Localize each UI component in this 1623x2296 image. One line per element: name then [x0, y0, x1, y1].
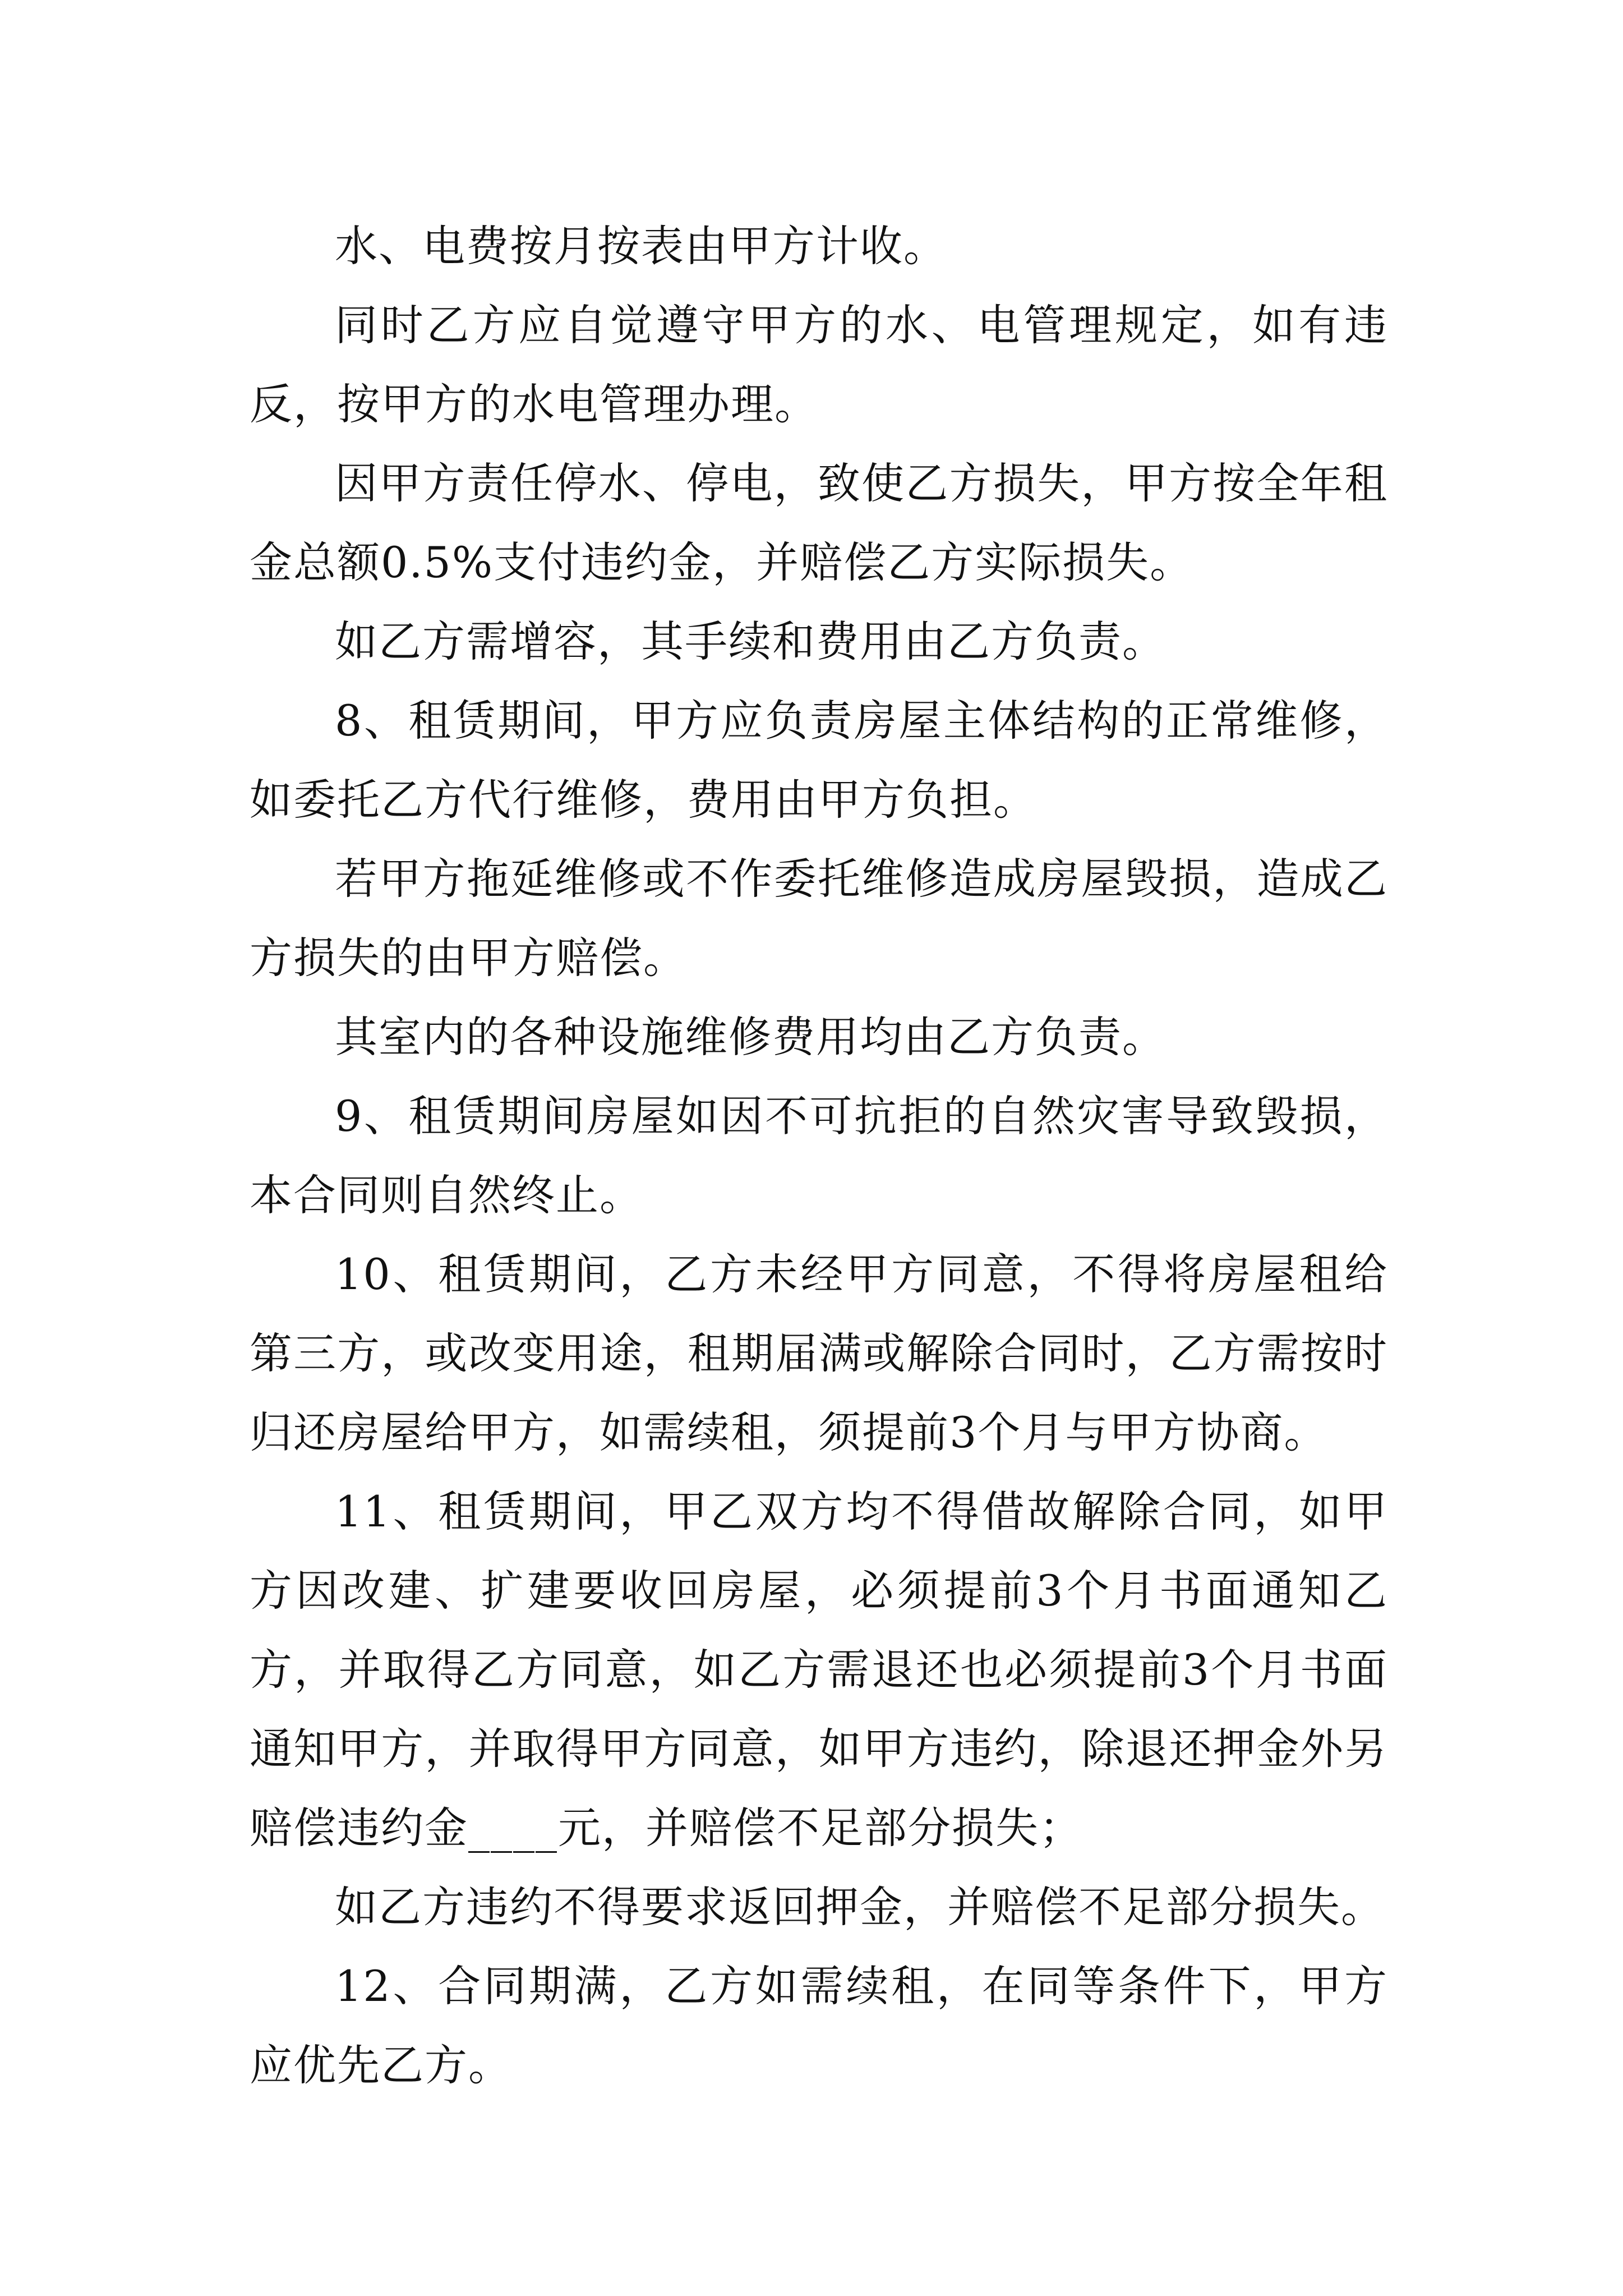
- paragraph: 若甲方拖延维修或不作委托维修造成房屋毁损，造成乙方损失的由甲方赔偿。: [250, 854, 1388, 983]
- paragraph: 10、租赁期间，乙方未经甲方同意，不得将房屋租给第三方，或改变用途，租期届满或解除合同时，乙方需按时归还房屋给甲方，如需续租，须提前3个月与甲方协商。: [250, 1249, 1388, 1457]
- document-body: [250, 206, 1388, 2105]
- paragraph: 11、租赁期间，甲乙双方均不得借故解除合同，如甲方因改建、扩建要收回房屋，必须提前3个月书面通知乙方，并取得乙方同意，如乙方需退还也必须提前3个月书面通知甲方，并取得甲方同意，如甲方违约，除退还押金外另赔偿违约金____元，并赔偿不足部分损失；: [250, 1487, 1388, 1853]
- paragraph: 12、合同期满，乙方如需续租，在同等条件下，甲方应优先乙方。: [250, 1961, 1388, 2090]
- paragraph: 如乙方违约不得要求返回押金，并赔偿不足部分损失。: [335, 1882, 1385, 1932]
- paragraph: 9、租赁期间房屋如因不可抗拒的自然灾害导致毁损，本合同则自然终止。: [250, 1091, 1388, 1220]
- paragraph: 如乙方需增容，其手续和费用由乙方负责。: [335, 616, 1166, 666]
- paragraph: 其室内的各种设施维修费用均由乙方负责。: [335, 1012, 1166, 1062]
- paragraph: 水、电费按月按表由甲方计收。: [335, 221, 947, 271]
- paragraph: 8、租赁期间，甲方应负责房屋主体结构的正常维修，如委托乙方代行维修，费用由甲方负担。: [250, 696, 1388, 825]
- paragraph: 因甲方责任停水、停电，致使乙方损失，甲方按全年租金总额0.5%支付违约金，并赔偿乙方实际损失。: [250, 458, 1388, 587]
- paragraph: 同时乙方应自觉遵守甲方的水、电管理规定，如有违反，按甲方的水电管理办理。: [250, 300, 1388, 429]
